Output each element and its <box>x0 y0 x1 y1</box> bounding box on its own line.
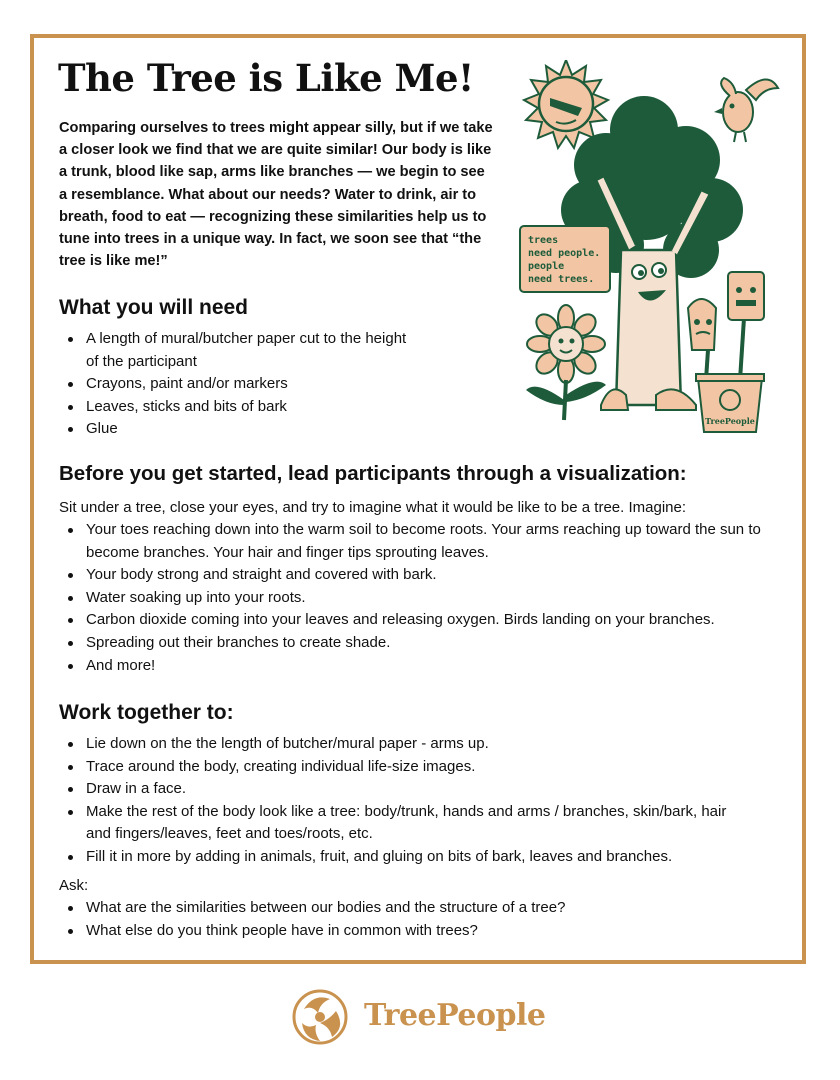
list-item: Leaves, sticks and bits of bark <box>59 396 419 419</box>
sign <box>520 226 622 292</box>
list-item: Glue <box>59 418 419 441</box>
list-item: Make the rest of the body look like a tree: body/trunk, hands and arms / branches, skin/bark, hair and fingers/leaves, feet and toes/roots, etc. <box>59 801 749 846</box>
treepeople-logo-icon <box>290 987 350 1047</box>
visualization-list <box>59 519 784 677</box>
ask-list <box>59 897 759 942</box>
list-item: Trace around the body, creating individual life-size images. <box>59 756 749 779</box>
list-item: Spreading out their branches to create shade. <box>59 632 784 655</box>
need-list <box>59 328 419 441</box>
tree-illustration <box>516 60 786 440</box>
list-item: What are the similarities between our bodies and the structure of a tree? <box>59 897 759 920</box>
list-item: Crayons, paint and/or markers <box>59 373 419 396</box>
sun-icon <box>524 60 608 148</box>
list-item: Your body strong and straight and covered with bark. <box>59 564 784 587</box>
list-item: A length of mural/butcher paper cut to the height of the participant <box>59 328 419 373</box>
intro-paragraph: Comparing ourselves to trees might appear silly, but if we take a closer look we find that we are quite similar! Our body is like a trunk, blood like sap, arms like branches — we begin to see a resemblance. What about our needs? Water to drink, air to breath, food to eat — recognizing these similarities help us to tune into trees in a unique way. In fact, we soon see that “the tree is like me!” <box>59 120 493 270</box>
bucket-label: TreePeople <box>705 416 755 426</box>
list-item: Lie down on the the length of butcher/mural paper - arms up. <box>59 733 749 756</box>
sign-text-3: people <box>528 261 565 272</box>
ask-lead: Ask: <box>59 877 89 894</box>
list-item: Fill it in more by adding in animals, fruit, and gluing on bits of bark, leaves and branches. <box>59 846 749 869</box>
bucket-icon <box>696 374 764 432</box>
bird-icon <box>714 78 778 142</box>
together-heading: Work together to: <box>59 701 234 724</box>
visualization-lead: Sit under a tree, close your eyes, and try to imagine what it would be like to be a tree. Imagine: <box>59 499 687 516</box>
list-item: Water soaking up into your roots. <box>59 587 784 610</box>
flower-icon <box>526 305 606 420</box>
sign-text-1: trees <box>528 235 559 246</box>
list-item: Your toes reaching down into the warm soil to become roots. Your arms reaching up toward the sun to become branches. Your hair and finger tips sprouting leaves. <box>59 519 784 564</box>
sign-text-4: need trees. <box>528 274 595 285</box>
list-item: Carbon dioxide coming into your leaves and releasing oxygen. Birds landing on your branches. <box>59 609 784 632</box>
list-item: Draw in a face. <box>59 778 749 801</box>
visualization-heading: Before you get started, lead participants through a visualization: <box>59 462 687 485</box>
together-list <box>59 733 749 869</box>
footer-brand: TreePeople <box>364 998 546 1033</box>
sign-text-2: need people. <box>528 248 601 259</box>
list-item: And more! <box>59 655 784 678</box>
need-heading: What you will need <box>59 296 249 319</box>
page-title: The Tree is Like Me! <box>58 56 474 100</box>
list-item: What else do you think people have in common with trees? <box>59 920 759 943</box>
shovel-icon <box>688 272 764 380</box>
